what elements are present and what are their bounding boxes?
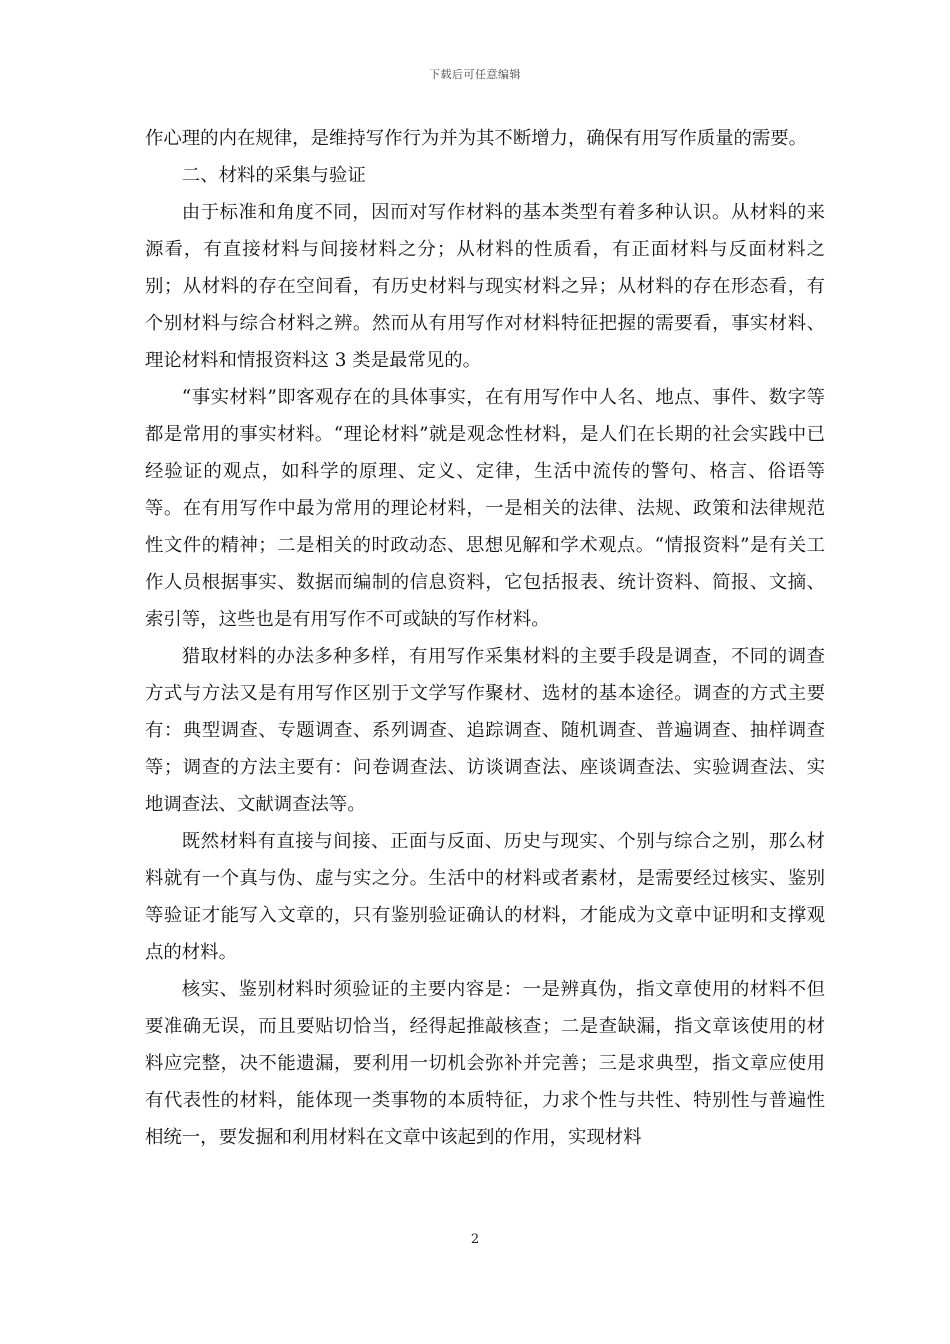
- document-body: [145, 120, 825, 1156]
- paragraph: “事实材料”即客观存在的具体事实，在有用写作中人名、地点、事件、数字等都是常用的事实材料。“理论材料”就是观念性材料，是人们在长期的社会实践中已经验证的观点，如科学的原理、定义、定律，生活中流传的警句、格言、俗语等等。在有用写作中最为常用的理论材料，一是相关的法律、法规、政策和法律规范性文件的精神；二是相关的时政动态、思想见解和学术观点。“情报资料”是有关工作人员根据事实、数据而编制的信息资料，它包括报表、统计资料、简报、文摘、索引等，这些也是有用写作不可或缺的写作材料。: [145, 387, 825, 630]
- page-number: 2: [470, 1232, 480, 1247]
- paragraph: 核实、鉴别材料时须验证的主要内容是：一是辨真伪，指文章使用的材料不但要准确无误，而且要贴切恰当，经得起推敲核查；二是查缺漏，指文章该使用的材料应完整，决不能遗漏，要利用一切机会弥补并完善；三是求典型，指文章应使用有代表性的材料，能体现一类事物的本质特征，力求个性与共性、特别性与普遍性相统一，要发掘和利用材料在文章中该起到的作用，实现材料: [145, 979, 825, 1148]
- section-heading: 二、材料的采集与验证: [181, 165, 366, 186]
- paragraph: 猎取材料的办法多种多样，有用写作采集材料的主要手段是调查，不同的调查方式与方法又是有用写作区别于文学写作聚材、选材的基本途径。调查的方式主要有：典型调查、专题调查、系列调查、追踪调查、随机调查、普遍调查、抽样调查等；调查的方法主要有：问卷调查法、访谈调查法、座谈调查法、实验调查法、实地调查法、文献调查法等。: [145, 646, 825, 815]
- paragraph: 由于标准和角度不同，因而对写作材料的基本类型有着多种认识。从材料的来源看，有直接材料与间接材料之分；从材料的性质看，有正面材料与反面材料之别；从材料的存在空间看，有历史材料与现实材料之异；从材料的存在形态看，有个别材料与综合材料之辨。然而从有用写作对材料特征把握的需要看，事实材料、理论材料和情报资料这 3 类是最常见的。: [145, 202, 825, 371]
- paragraph-continuation: 作心理的内在规律，是维持写作行为并为其不断增力，确保有用写作质量的需要。: [145, 128, 808, 149]
- paragraph: 既然材料有直接与间接、正面与反面、历史与现实、个别与综合之别，那么材料就有一个真与伪、虚与实之分。生活中的材料或者素材，是需要经过核实、鉴别等验证才能写入文章的，只有鉴别验证确认的材料，才能成为文章中证明和支撑观点的材料。: [145, 831, 825, 963]
- page-header: 下载后可任意编辑: [429, 68, 521, 81]
